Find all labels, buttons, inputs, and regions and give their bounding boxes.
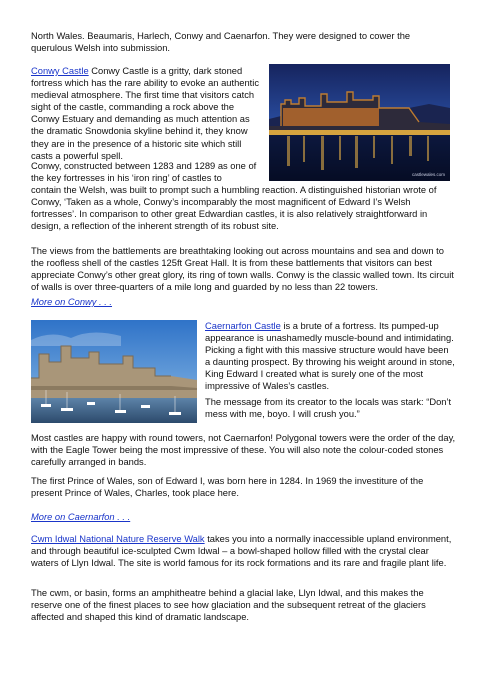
conwy-castle-photo [269, 64, 450, 181]
caernarfon-paragraph-3: Most castles are happy with round towers, not Caernarfon! Polygonal towers were the order of the day, with the Eagle Tower being the most impressive of these. You will also note the colour-coded stones carefully arranged in bands. [31, 433, 456, 468]
intro-paragraph [31, 30, 461, 54]
more-on-caernarfon [31, 511, 130, 523]
conwy-paragraph-2b: contain the Welsh, was built to prompt such a humbling reaction. A distinguished historian wrote of Conwy, ‘Taken as a whole, Conwy’s incomparably the most magnificent of Edward I’s Welsh fortresses’. In comparison to other great Edwardian castles, it is also relatively straightforward in design, a reflection of the inherent strength of its robust site. [31, 185, 437, 232]
cwm-p1-text: takes you into a normally inaccessible upland environment, and through beautiful ice-sculpted Cwm Idwal – a bowl-shaped hollow filled with the crystal clear waters of Llyn Idwal. The site is world famous for its rock formations and its rare and fragile plant life. [31, 534, 452, 569]
conwy-paragraph-3: The views from the battlements are breathtaking looking out across mountains and sea and down to the roofless shell of the castles 125ft Great Hall. It is from these battlements that visitors can best appreciate Conwy’s other great glory, its ring of town walls. Conwy is the classic walled town. Its circuit of walls is over three-quarters of a mile long and guarded by no less than 22 towers. [31, 246, 454, 293]
intro-line-2: querulous Welsh into submission. [31, 43, 171, 54]
conwy-paragraph-1 [31, 65, 263, 162]
cwm-idwal-paragraph-2: The cwm, or basin, forms an amphitheatre behind a glacial lake, Llyn Idwal, and this makes the reserve one of the finest places to see how glaciation and the subsequent retreat of the glaciers affected and shaped this kind of dramatic landscape. [31, 588, 426, 623]
conwy-paragraph-2a: Conwy, constructed between 1283 and 1289 as one of the key fortresses in his ‘iron ring’ of castles to [31, 161, 257, 184]
caernarfon-paragraph-2: The message from its creator to the locals was stark: “Don’t mess with me, boyo. I will crush you.” [205, 397, 452, 420]
photo-watermark: castlewales.com [411, 172, 445, 177]
caernarfon-harbour-scene [31, 320, 197, 423]
caernarfon-p1-text: is a brute of a fortress. Its pumped-up appearance is unashamedly muscle-bound and intimidating. Picking a fight with this massive structure would have been a daunting prospect. By throwing his weight around in stone, King Edward I created what is surely one of the most impressive of Wales’s castles. [205, 321, 455, 392]
caernarfon-castle-photo [31, 320, 197, 423]
caernarfon-paragraph-4: The first Prince of Wales, son of Edward I, was born here in 1284. In 1969 the investiture of the present Prince of Wales, Charles, took place here. [31, 476, 424, 499]
caernarfon-paragraph-1 [205, 320, 455, 393]
conwy-castle-link[interactable]: Conwy Castle [31, 66, 89, 76]
cwm-idwal-walk-link[interactable]: Cwm Idwal National Nature Reserve Walk [31, 534, 205, 544]
conwy-night-scene [269, 64, 450, 181]
more-on-caernarfon-link[interactable]: More on Caernarfon . . . [31, 512, 131, 522]
cwm-idwal-paragraph-1 [31, 533, 456, 569]
more-on-conwy [31, 296, 112, 308]
more-on-conwy-link[interactable]: More on Conwy . . . [31, 297, 113, 307]
caernarfon-castle-link[interactable]: Caernarfon Castle [205, 321, 281, 331]
intro-line-1: North Wales. Beaumaris, Harlech, Conwy and Caenarfon. They were designed to cower the [31, 31, 411, 41]
conwy-p1-text: Conwy Castle is a gritty, dark stoned fortress which has the rare ability to evoke an authentic medieval atmosphere. The first time that visitors catch sight of the castle, commanding a rock above the Conwy Estuary and demanding as much attention as the dramatic Snowdonia skyline behind it, they know they are in the presence of a historic site which still casts a powerful spell. [31, 66, 260, 161]
